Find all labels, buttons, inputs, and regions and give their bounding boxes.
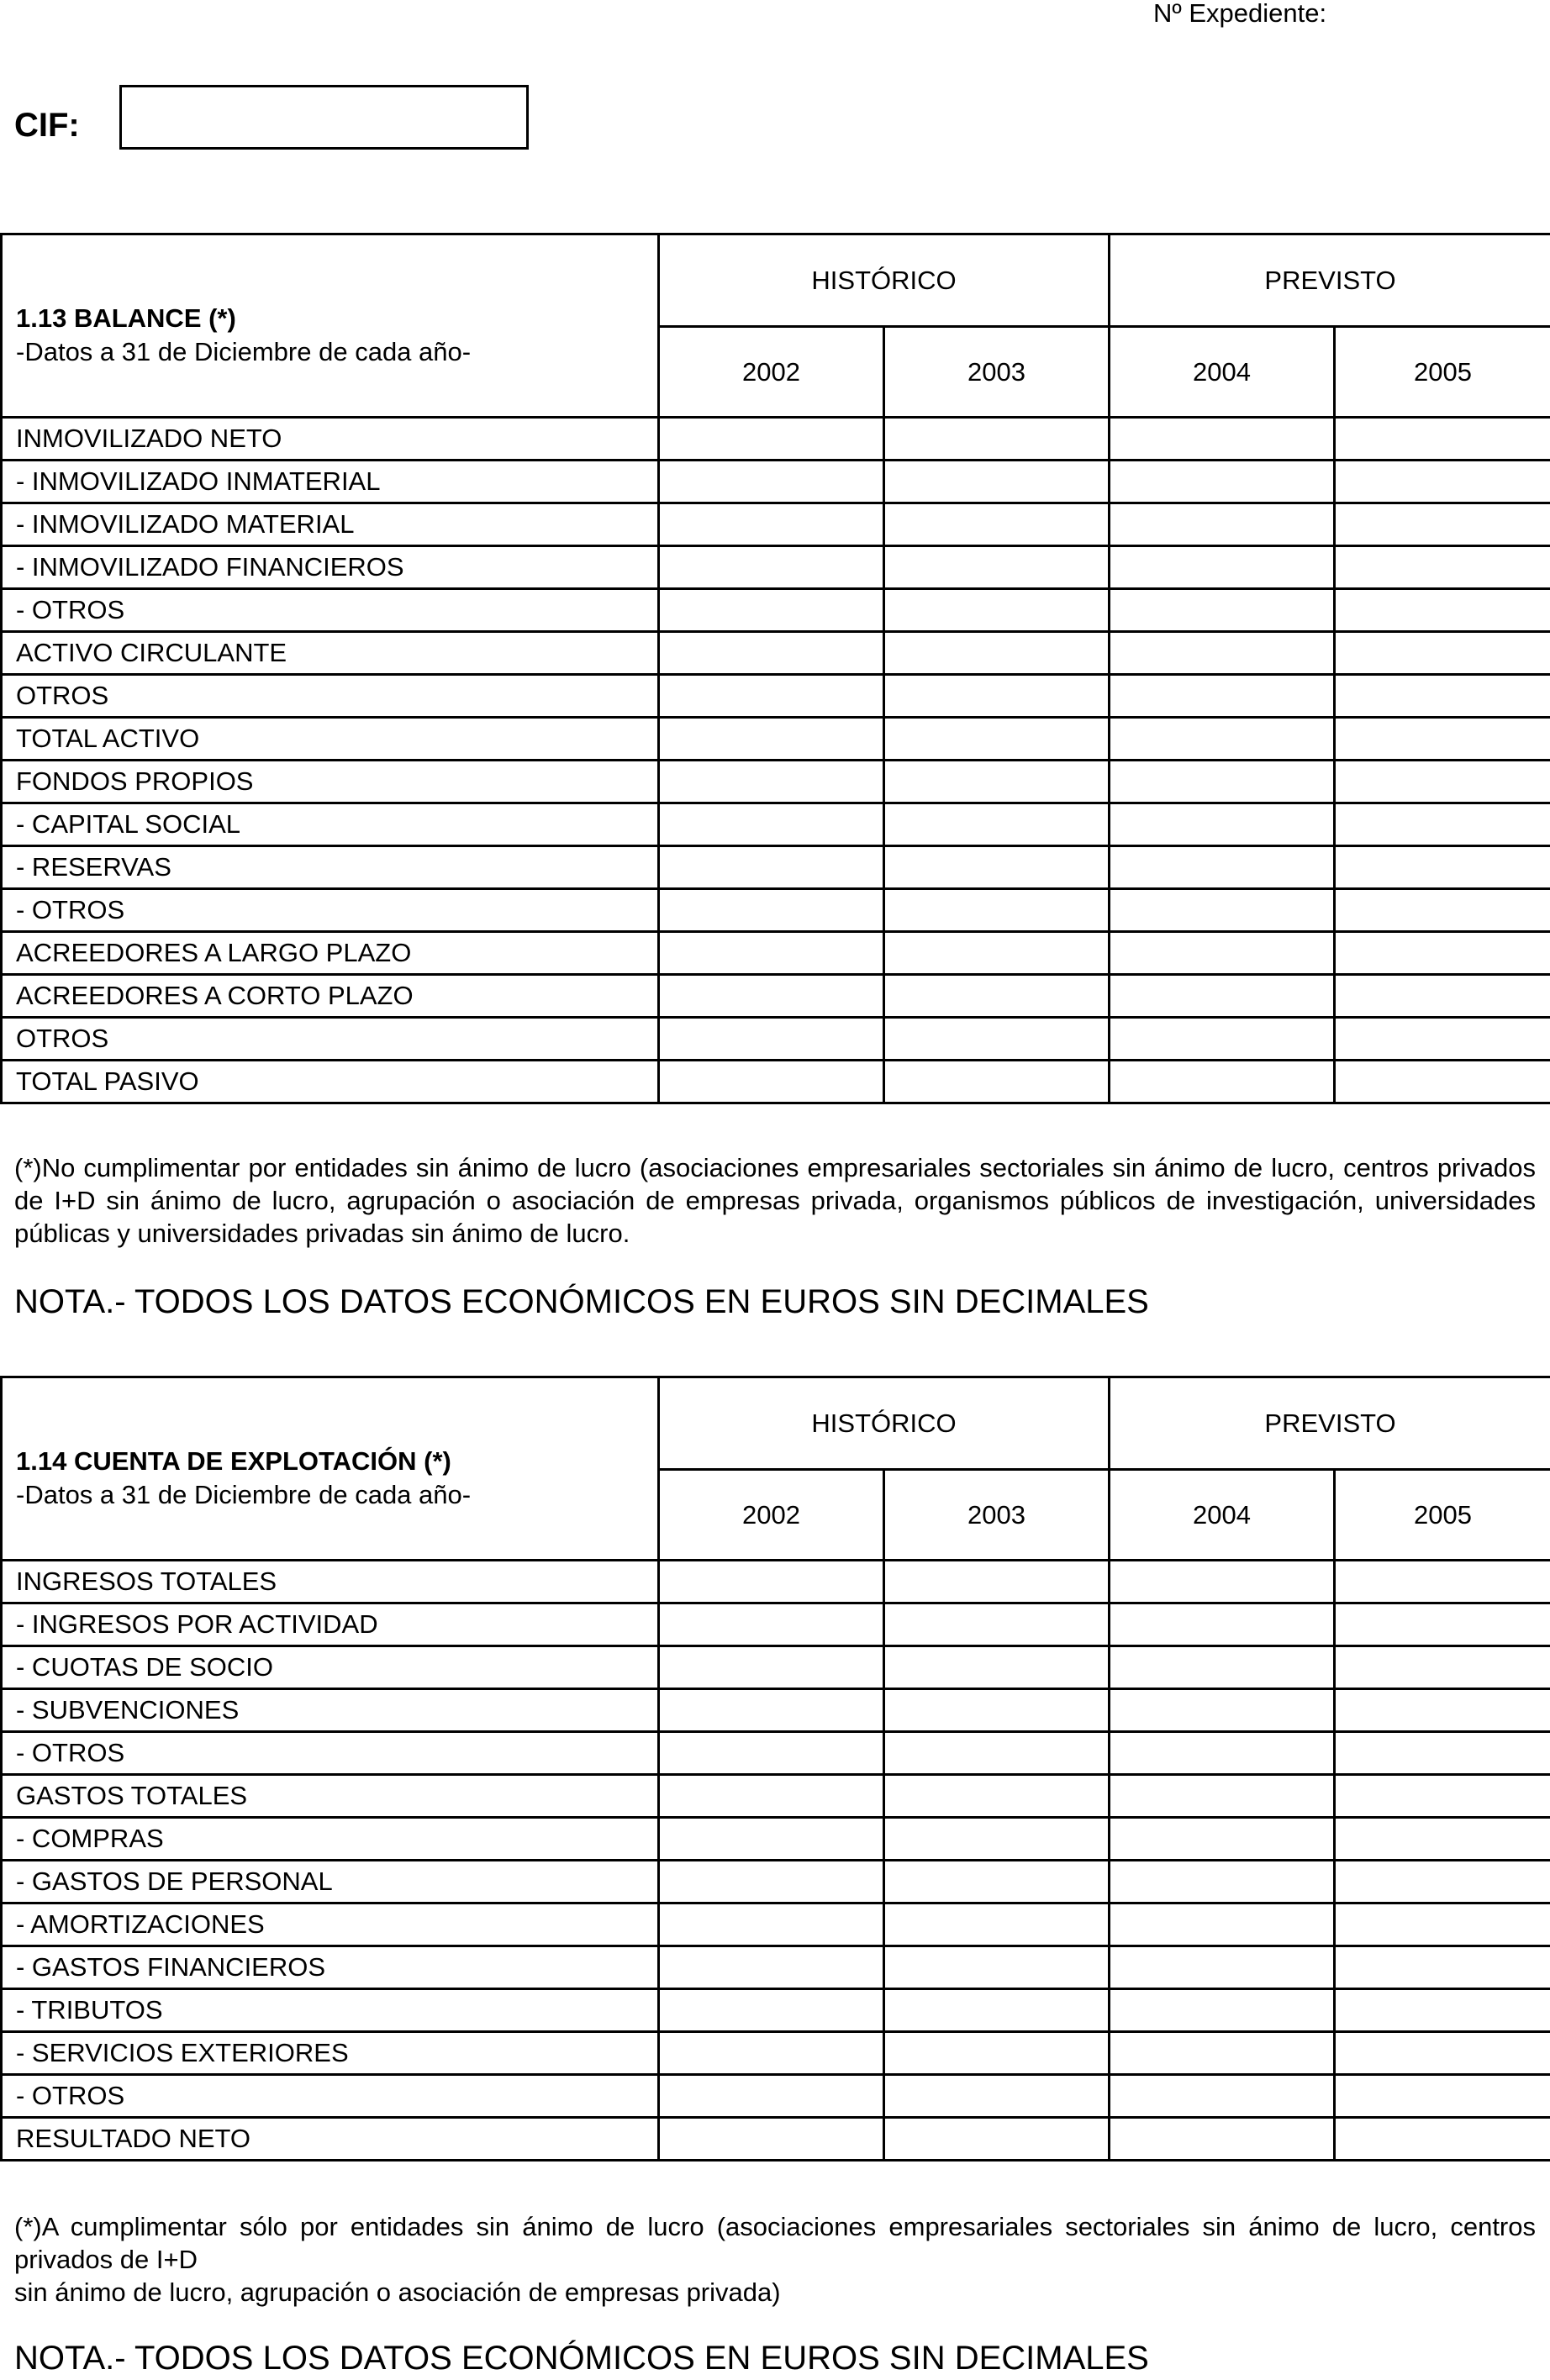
row-label: - INMOVILIZADO MATERIAL bbox=[2, 503, 659, 546]
value-cell[interactable] bbox=[1110, 1946, 1335, 1989]
value-cell[interactable] bbox=[659, 1989, 884, 2032]
value-cell[interactable] bbox=[659, 589, 884, 632]
value-cell[interactable] bbox=[884, 1903, 1110, 1946]
explotacion-nota: NOTA.- TODOS LOS DATOS ECONÓMICOS EN EUROS SIN DECIMALES bbox=[14, 2340, 1149, 2377]
table-row bbox=[2, 889, 1550, 932]
value-cell[interactable] bbox=[1110, 1018, 1335, 1061]
row-label: - OTROS bbox=[2, 1732, 659, 1775]
value-cell[interactable] bbox=[1110, 1775, 1335, 1818]
value-cell[interactable] bbox=[1335, 1989, 1550, 2032]
year-header: 2003 bbox=[884, 1470, 1110, 1561]
value-cell[interactable] bbox=[884, 2032, 1110, 2075]
value-cell[interactable] bbox=[1335, 2118, 1550, 2161]
value-cell[interactable] bbox=[884, 503, 1110, 546]
value-cell[interactable] bbox=[1110, 889, 1335, 932]
value-cell[interactable] bbox=[884, 461, 1110, 503]
table-row bbox=[2, 975, 1550, 1018]
value-cell[interactable] bbox=[884, 589, 1110, 632]
value-cell[interactable] bbox=[659, 761, 884, 803]
row-label: RESULTADO NETO bbox=[2, 2118, 659, 2161]
value-cell[interactable] bbox=[1335, 889, 1550, 932]
value-cell[interactable] bbox=[1110, 1989, 1335, 2032]
value-cell[interactable] bbox=[884, 1561, 1110, 1603]
table-row bbox=[2, 503, 1550, 546]
table-row bbox=[2, 761, 1550, 803]
row-label: - GASTOS DE PERSONAL bbox=[2, 1861, 659, 1903]
table-row bbox=[2, 1646, 1550, 1689]
table-row bbox=[2, 675, 1550, 718]
value-cell[interactable] bbox=[884, 632, 1110, 675]
balance-footnote: (*)No cumplimentar por entidades sin ánimo de lucro (asociaciones empresariales sectoriales sin ánimo de lucro, centros privados de I+D sin ánimo de lucro, agrupación o asociación de empresas privada, organismos públicos de investigación, universidades públicas y universidades privadas sin ánimo de lucro. bbox=[14, 1153, 1536, 1248]
row-label: - INMOVILIZADO FINANCIEROS bbox=[2, 546, 659, 589]
value-cell[interactable] bbox=[1335, 503, 1550, 546]
row-label: - OTROS bbox=[2, 889, 659, 932]
explotacion-footnote-line2: sin ánimo de lucro, agrupación o asociación de empresas privada) bbox=[14, 2277, 781, 2307]
table-row bbox=[2, 546, 1550, 589]
value-cell[interactable] bbox=[884, 418, 1110, 461]
value-cell[interactable] bbox=[884, 1646, 1110, 1689]
year-header: 2005 bbox=[1335, 1470, 1550, 1561]
value-cell[interactable] bbox=[659, 889, 884, 932]
value-cell[interactable] bbox=[659, 1903, 884, 1946]
value-cell[interactable] bbox=[884, 975, 1110, 1018]
value-cell[interactable] bbox=[884, 1818, 1110, 1861]
historico-header: HISTÓRICO bbox=[659, 1377, 1110, 1470]
balance-title: 1.13 BALANCE (*) bbox=[16, 303, 236, 333]
value-cell[interactable] bbox=[1335, 761, 1550, 803]
row-label: OTROS bbox=[2, 1018, 659, 1061]
table-row bbox=[2, 2118, 1550, 2161]
row-label: - TRIBUTOS bbox=[2, 1989, 659, 2032]
row-label: - CAPITAL SOCIAL bbox=[2, 803, 659, 846]
value-cell[interactable] bbox=[1110, 546, 1335, 589]
row-label: ACREEDORES A LARGO PLAZO bbox=[2, 932, 659, 975]
row-label: GASTOS TOTALES bbox=[2, 1775, 659, 1818]
table-row bbox=[2, 2032, 1550, 2075]
value-cell[interactable] bbox=[659, 1775, 884, 1818]
explotacion-footnote-line1: (*)A cumplimentar sólo por entidades sin ánimo de lucro (asociaciones empresariales sectoriales sin ánimo de lucro, centros privados de I+D bbox=[14, 2212, 1536, 2274]
table-row bbox=[2, 1946, 1550, 1989]
table-row bbox=[2, 803, 1550, 846]
table-row bbox=[2, 1818, 1550, 1861]
value-cell[interactable] bbox=[659, 1603, 884, 1646]
value-cell[interactable] bbox=[884, 1732, 1110, 1775]
table-row bbox=[2, 589, 1550, 632]
value-cell[interactable] bbox=[659, 1732, 884, 1775]
value-cell[interactable] bbox=[884, 1989, 1110, 2032]
explotacion-footnote bbox=[14, 2210, 1536, 2309]
expediente-label: Nº Expediente: bbox=[1153, 0, 1327, 28]
value-cell[interactable] bbox=[659, 1946, 884, 1989]
row-label: - COMPRAS bbox=[2, 1818, 659, 1861]
row-label: ACTIVO CIRCULANTE bbox=[2, 632, 659, 675]
row-label: INMOVILIZADO NETO bbox=[2, 418, 659, 461]
value-cell[interactable] bbox=[659, 1018, 884, 1061]
value-cell[interactable] bbox=[659, 718, 884, 761]
value-cell[interactable] bbox=[1110, 503, 1335, 546]
value-cell[interactable] bbox=[884, 718, 1110, 761]
row-label: INGRESOS TOTALES bbox=[2, 1561, 659, 1603]
year-header: 2002 bbox=[659, 327, 884, 418]
value-cell[interactable] bbox=[1110, 846, 1335, 889]
value-cell[interactable] bbox=[1335, 975, 1550, 1018]
table-row bbox=[2, 846, 1550, 889]
value-cell[interactable] bbox=[659, 975, 884, 1018]
value-cell[interactable] bbox=[1335, 1732, 1550, 1775]
value-cell[interactable] bbox=[1335, 1775, 1550, 1818]
table-row bbox=[2, 718, 1550, 761]
row-label: - GASTOS FINANCIEROS bbox=[2, 1946, 659, 1989]
value-cell[interactable] bbox=[659, 1689, 884, 1732]
value-cell[interactable] bbox=[884, 761, 1110, 803]
table-row bbox=[2, 2075, 1550, 2118]
balance-title-cell bbox=[2, 234, 659, 418]
table-row bbox=[2, 932, 1550, 975]
cif-input-box[interactable] bbox=[119, 85, 529, 150]
value-cell[interactable] bbox=[1110, 1603, 1335, 1646]
value-cell[interactable] bbox=[659, 846, 884, 889]
value-cell[interactable] bbox=[1335, 546, 1550, 589]
value-cell[interactable] bbox=[659, 2075, 884, 2118]
balance-subtitle: -Datos a 31 de Diciembre de cada año- bbox=[16, 336, 472, 366]
value-cell[interactable] bbox=[1335, 589, 1550, 632]
table-row bbox=[2, 461, 1550, 503]
row-label: - CUOTAS DE SOCIO bbox=[2, 1646, 659, 1689]
value-cell[interactable] bbox=[659, 803, 884, 846]
value-cell[interactable] bbox=[884, 1775, 1110, 1818]
value-cell[interactable] bbox=[884, 1946, 1110, 1989]
year-header: 2004 bbox=[1110, 1470, 1335, 1561]
value-cell[interactable] bbox=[1110, 761, 1335, 803]
value-cell[interactable] bbox=[1335, 675, 1550, 718]
value-cell[interactable] bbox=[884, 932, 1110, 975]
table-row bbox=[2, 1903, 1550, 1946]
historico-header: HISTÓRICO bbox=[659, 234, 1110, 327]
table-row bbox=[2, 1732, 1550, 1775]
value-cell[interactable] bbox=[1110, 418, 1335, 461]
value-cell[interactable] bbox=[1335, 1018, 1550, 1061]
value-cell[interactable] bbox=[884, 846, 1110, 889]
explotacion-table bbox=[0, 1376, 1550, 2161]
cif-label: CIF: bbox=[14, 107, 80, 144]
value-cell[interactable] bbox=[1110, 718, 1335, 761]
value-cell[interactable] bbox=[884, 1061, 1110, 1103]
value-cell[interactable] bbox=[659, 546, 884, 589]
row-label: - SERVICIOS EXTERIORES bbox=[2, 2032, 659, 2075]
value-cell[interactable] bbox=[1335, 1646, 1550, 1689]
value-cell[interactable] bbox=[1110, 632, 1335, 675]
value-cell[interactable] bbox=[659, 461, 884, 503]
value-cell[interactable] bbox=[1110, 461, 1335, 503]
row-label: - SUBVENCIONES bbox=[2, 1689, 659, 1732]
value-cell[interactable] bbox=[659, 632, 884, 675]
value-cell[interactable] bbox=[1335, 461, 1550, 503]
explotacion-title-cell bbox=[2, 1377, 659, 1561]
value-cell[interactable] bbox=[659, 1861, 884, 1903]
year-header: 2005 bbox=[1335, 327, 1550, 418]
value-cell[interactable] bbox=[884, 1689, 1110, 1732]
value-cell[interactable] bbox=[1110, 1561, 1335, 1603]
value-cell[interactable] bbox=[659, 1646, 884, 1689]
value-cell[interactable] bbox=[1110, 1818, 1335, 1861]
value-cell[interactable] bbox=[659, 932, 884, 975]
value-cell[interactable] bbox=[1110, 2032, 1335, 2075]
value-cell[interactable] bbox=[1110, 1061, 1335, 1103]
value-cell[interactable] bbox=[1335, 2032, 1550, 2075]
value-cell[interactable] bbox=[1110, 1646, 1335, 1689]
value-cell[interactable] bbox=[884, 2118, 1110, 2161]
explotacion-subtitle: -Datos a 31 de Diciembre de cada año- bbox=[16, 1479, 472, 1509]
value-cell[interactable] bbox=[1110, 675, 1335, 718]
value-cell[interactable] bbox=[1335, 1861, 1550, 1903]
table-row bbox=[2, 1989, 1550, 2032]
table-row bbox=[2, 1861, 1550, 1903]
value-cell[interactable] bbox=[884, 675, 1110, 718]
table-row bbox=[2, 1603, 1550, 1646]
table-row bbox=[2, 1775, 1550, 1818]
value-cell[interactable] bbox=[1335, 1818, 1550, 1861]
value-cell[interactable] bbox=[1335, 1689, 1550, 1732]
row-label: OTROS bbox=[2, 675, 659, 718]
value-cell[interactable] bbox=[1110, 1903, 1335, 1946]
value-cell[interactable] bbox=[1335, 1603, 1550, 1646]
value-cell[interactable] bbox=[1335, 803, 1550, 846]
row-label: - AMORTIZACIONES bbox=[2, 1903, 659, 1946]
row-label: - RESERVAS bbox=[2, 846, 659, 889]
row-label: - OTROS bbox=[2, 589, 659, 632]
value-cell[interactable] bbox=[1335, 1903, 1550, 1946]
value-cell[interactable] bbox=[884, 889, 1110, 932]
value-cell[interactable] bbox=[1335, 718, 1550, 761]
previsto-header: PREVISTO bbox=[1110, 234, 1550, 327]
row-label: - INMOVILIZADO INMATERIAL bbox=[2, 461, 659, 503]
table-row bbox=[2, 1061, 1550, 1103]
previsto-header: PREVISTO bbox=[1110, 1377, 1550, 1470]
value-cell[interactable] bbox=[1110, 589, 1335, 632]
value-cell[interactable] bbox=[1335, 1561, 1550, 1603]
value-cell[interactable] bbox=[1335, 632, 1550, 675]
value-cell[interactable] bbox=[659, 2032, 884, 2075]
row-label: ACREEDORES A CORTO PLAZO bbox=[2, 975, 659, 1018]
value-cell[interactable] bbox=[1335, 846, 1550, 889]
value-cell[interactable] bbox=[1110, 2075, 1335, 2118]
value-cell[interactable] bbox=[1110, 975, 1335, 1018]
value-cell[interactable] bbox=[1110, 1861, 1335, 1903]
value-cell[interactable] bbox=[1335, 932, 1550, 975]
value-cell[interactable] bbox=[1335, 2075, 1550, 2118]
value-cell[interactable] bbox=[1335, 1946, 1550, 1989]
value-cell[interactable] bbox=[659, 675, 884, 718]
value-cell[interactable] bbox=[659, 1061, 884, 1103]
row-label: TOTAL ACTIVO bbox=[2, 718, 659, 761]
table-row bbox=[2, 1561, 1550, 1603]
balance-nota: NOTA.- TODOS LOS DATOS ECONÓMICOS EN EUROS SIN DECIMALES bbox=[14, 1283, 1149, 1320]
value-cell[interactable] bbox=[1110, 1689, 1335, 1732]
value-cell[interactable] bbox=[884, 1603, 1110, 1646]
value-cell[interactable] bbox=[884, 1861, 1110, 1903]
value-cell[interactable] bbox=[884, 2075, 1110, 2118]
explotacion-title: 1.14 CUENTA DE EXPLOTACIÓN (*) bbox=[16, 1445, 451, 1476]
value-cell[interactable] bbox=[659, 1561, 884, 1603]
year-header: 2003 bbox=[884, 327, 1110, 418]
value-cell[interactable] bbox=[1335, 418, 1550, 461]
row-label: - INGRESOS POR ACTIVIDAD bbox=[2, 1603, 659, 1646]
row-label: FONDOS PROPIOS bbox=[2, 761, 659, 803]
value-cell[interactable] bbox=[884, 1018, 1110, 1061]
balance-table bbox=[0, 233, 1550, 1104]
year-header: 2002 bbox=[659, 1470, 884, 1561]
year-header: 2004 bbox=[1110, 327, 1335, 418]
value-cell[interactable] bbox=[884, 803, 1110, 846]
row-label: TOTAL PASIVO bbox=[2, 1061, 659, 1103]
table-row bbox=[2, 1689, 1550, 1732]
value-cell[interactable] bbox=[659, 2118, 884, 2161]
value-cell[interactable] bbox=[1110, 1732, 1335, 1775]
table-row bbox=[2, 1018, 1550, 1061]
value-cell[interactable] bbox=[1110, 932, 1335, 975]
value-cell[interactable] bbox=[659, 503, 884, 546]
value-cell[interactable] bbox=[659, 1818, 884, 1861]
value-cell[interactable] bbox=[659, 418, 884, 461]
value-cell[interactable] bbox=[1335, 1061, 1550, 1103]
table-row bbox=[2, 632, 1550, 675]
value-cell[interactable] bbox=[884, 546, 1110, 589]
value-cell[interactable] bbox=[1110, 2118, 1335, 2161]
row-label: - OTROS bbox=[2, 2075, 659, 2118]
table-row bbox=[2, 418, 1550, 461]
value-cell[interactable] bbox=[1110, 803, 1335, 846]
